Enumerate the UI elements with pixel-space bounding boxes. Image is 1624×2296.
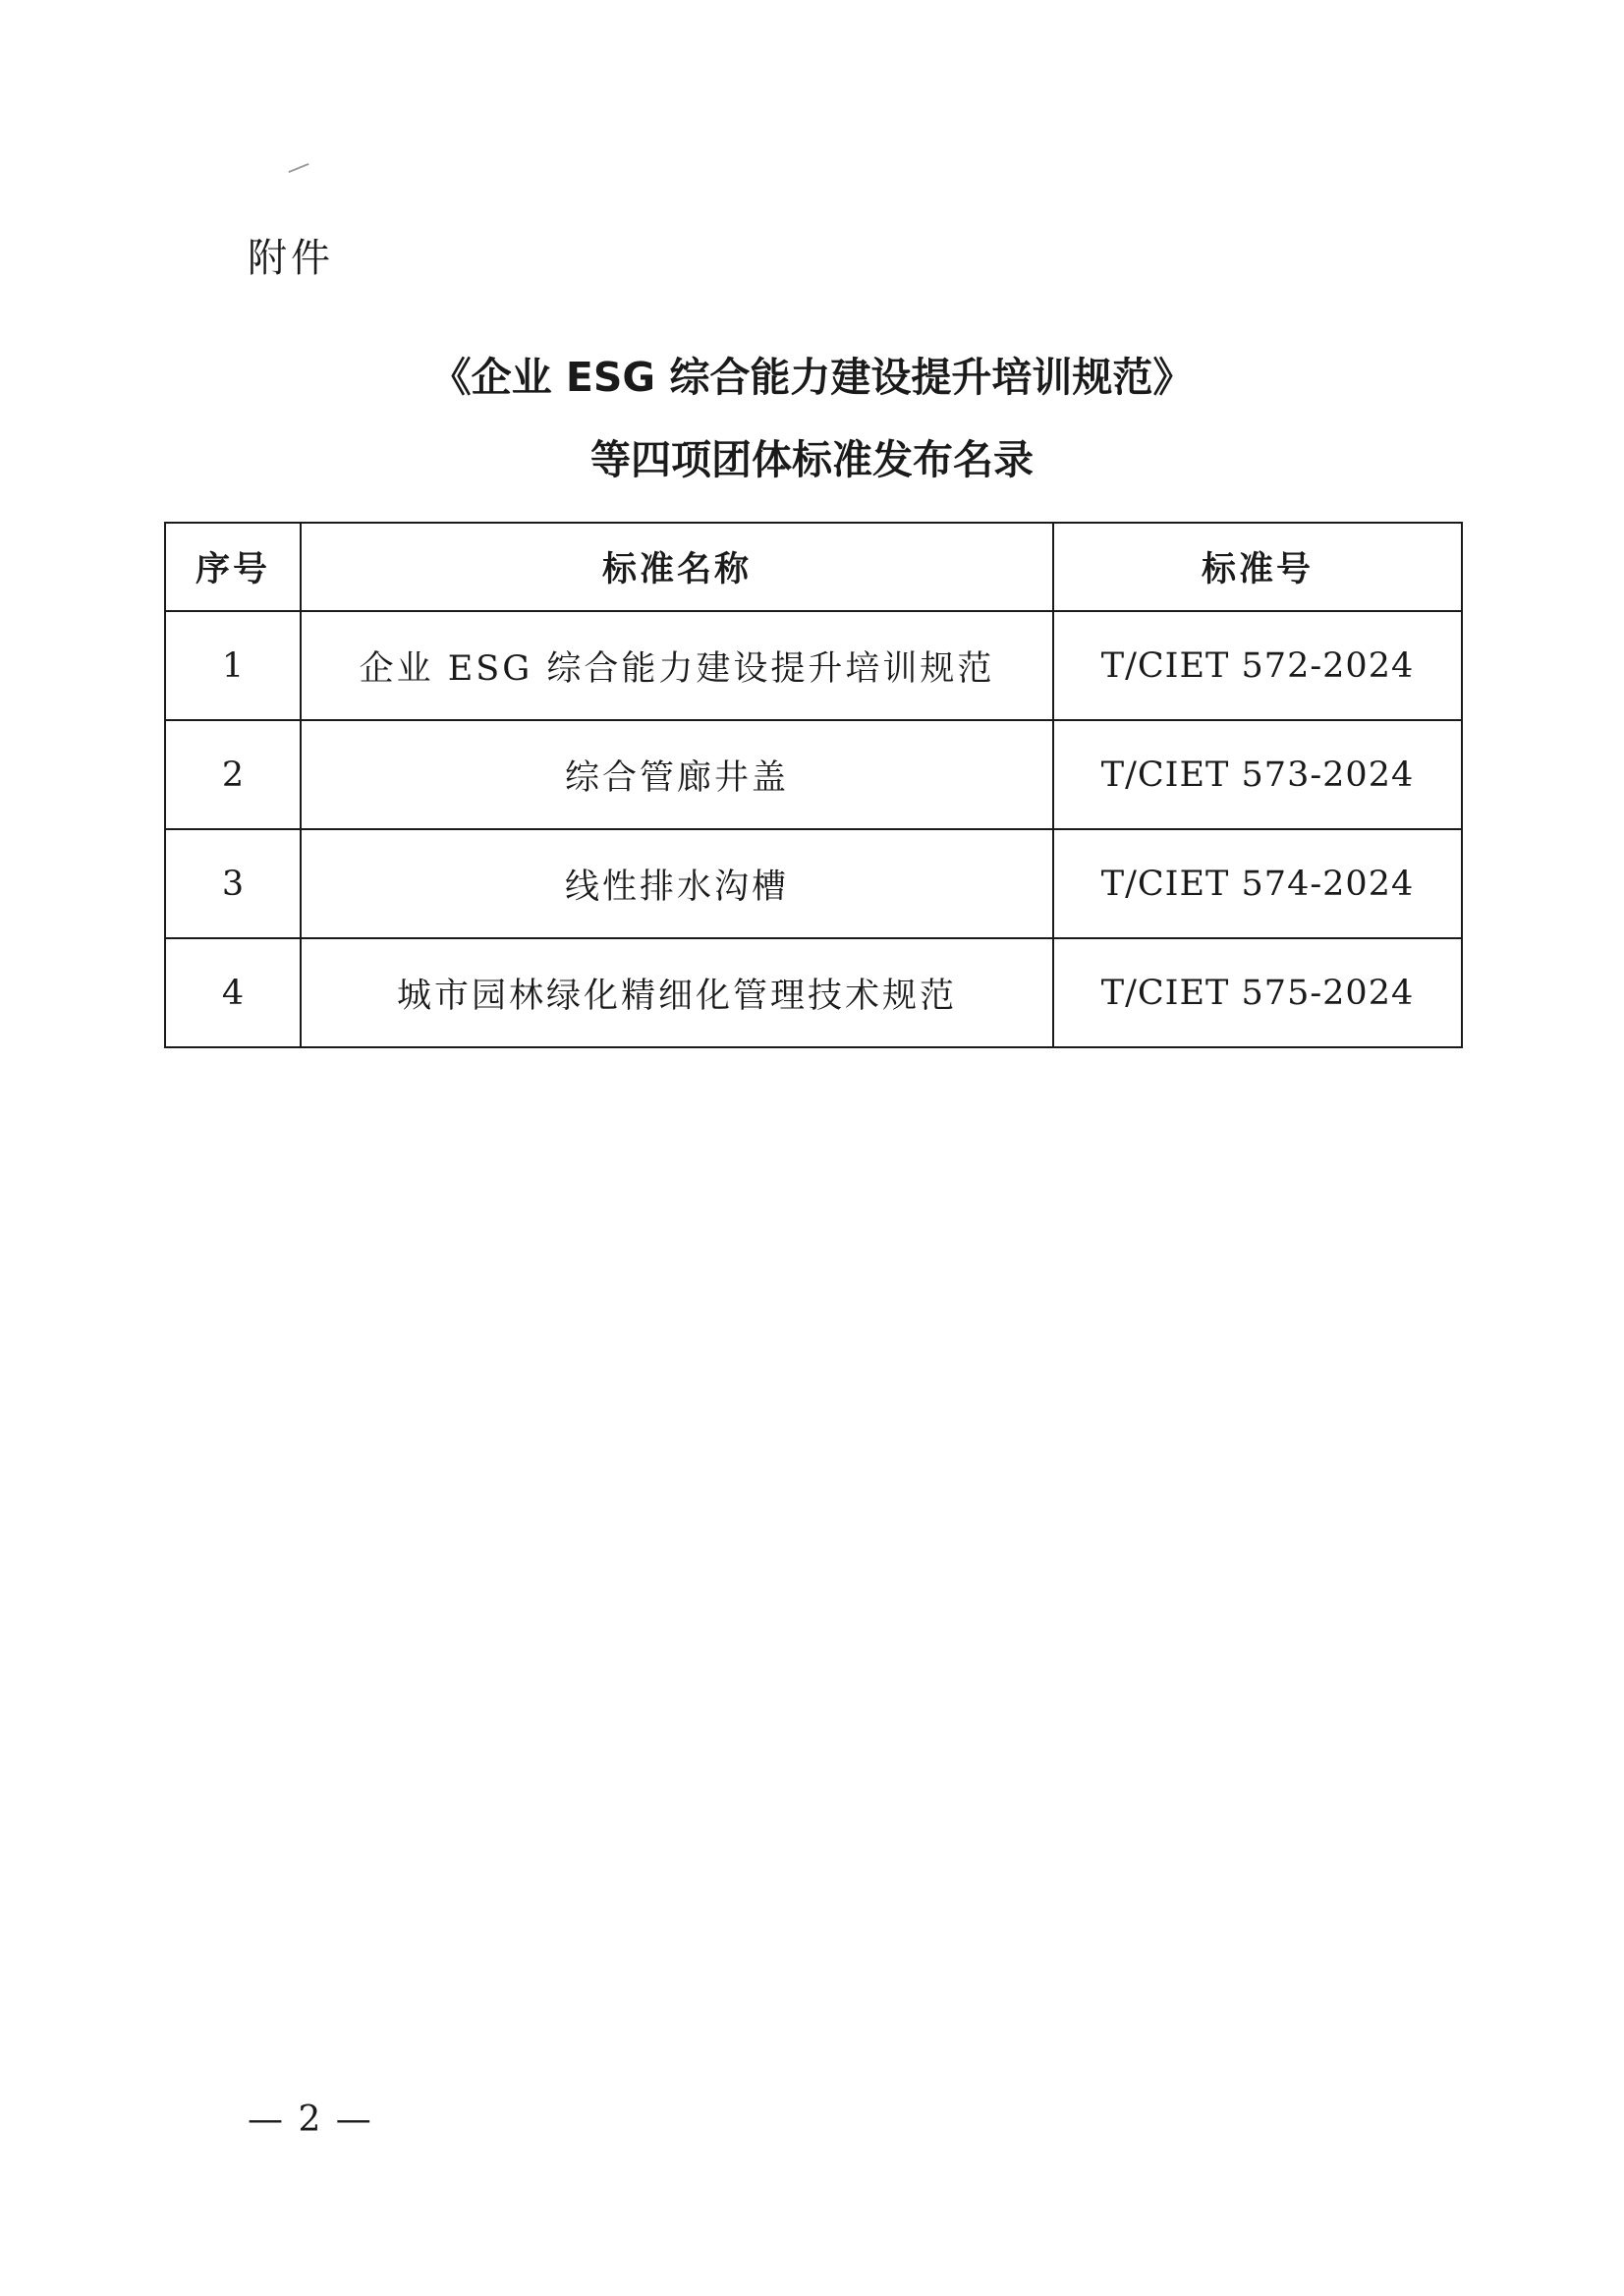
row-serial-number: 2 <box>165 720 301 829</box>
table-row <box>165 611 1462 720</box>
page-number: — 2 — <box>248 2100 373 2140</box>
header-standard-name: 标准名称 <box>301 523 1053 611</box>
row-standard-name: 综合管廊井盖 <box>301 720 1053 829</box>
standards-table <box>164 522 1463 1048</box>
row-standard-code: T/CIET 572-2024 <box>1053 611 1462 720</box>
row-standard-name: 线性排水沟槽 <box>301 829 1053 938</box>
document-title-line-2: 等四项团体标准发布名录 <box>590 436 1034 483</box>
annex-label: 附件 <box>248 236 334 281</box>
row-serial-number: 3 <box>165 829 301 938</box>
header-standard-code: 标准号 <box>1053 523 1462 611</box>
row-serial-number: 1 <box>165 611 301 720</box>
table-row <box>165 938 1462 1047</box>
row-serial-number: 4 <box>165 938 301 1047</box>
row-standard-name: 城市园林绿化精细化管理技术规范 <box>301 938 1053 1047</box>
row-standard-code: T/CIET 575-2024 <box>1053 938 1462 1047</box>
document-title-line-1: 《企业 ESG 综合能力建设提升培训规范》 <box>430 354 1194 401</box>
row-standard-code: T/CIET 573-2024 <box>1053 720 1462 829</box>
table-header-row <box>165 523 1462 611</box>
table-row <box>165 829 1462 938</box>
scan-speck <box>288 163 308 173</box>
table-row <box>165 720 1462 829</box>
header-serial-number: 序号 <box>165 523 301 611</box>
row-standard-code: T/CIET 574-2024 <box>1053 829 1462 938</box>
row-standard-name: 企业 ESG 综合能力建设提升培训规范 <box>301 611 1053 720</box>
